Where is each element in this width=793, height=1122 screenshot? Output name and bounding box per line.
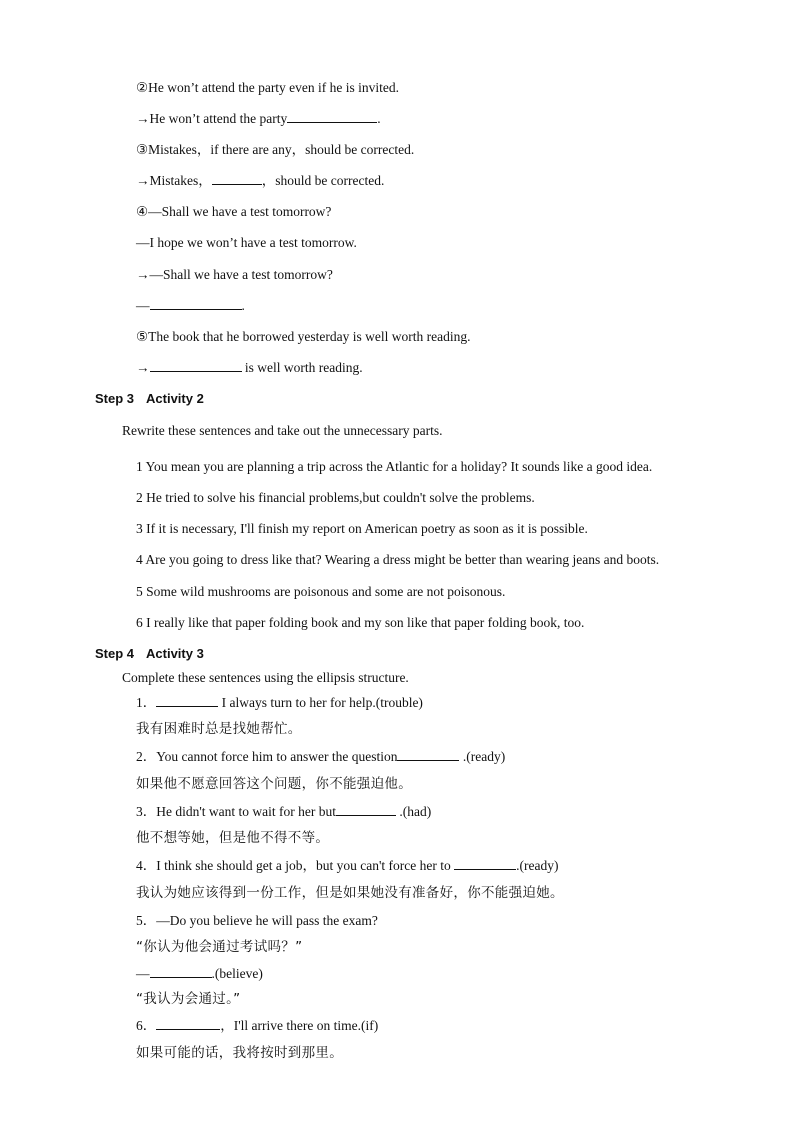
sentence-4-question: ④—Shall we have a test tomorrow? xyxy=(136,204,332,219)
question-4 xyxy=(136,857,558,875)
answer-blank[interactable] xyxy=(156,1017,220,1030)
question-4-hint: .(ready) xyxy=(516,858,559,873)
question-5-hint: .(believe) xyxy=(211,966,263,981)
answer-blank[interactable] xyxy=(156,694,218,707)
answer-blank[interactable] xyxy=(150,359,242,372)
answer-blank[interactable] xyxy=(287,110,377,123)
question-1-translation: 我有困难时总是找她帮忙。 xyxy=(136,721,302,737)
sentence-2-prefix: →He won’t attend the party xyxy=(136,111,288,126)
question-2-hint: .(ready) xyxy=(459,749,506,764)
sentence-3-suffix: ，should be corrected. xyxy=(261,173,385,188)
question-4-translation: 我认为她应该得到一份工作，但是如果她没有准备好，你不能强迫她。 xyxy=(136,885,564,901)
question-3-hint: .(had) xyxy=(396,804,432,819)
sentence-3-prefix: →Mistakes， xyxy=(136,173,212,188)
question-3-text: 3．He didn't want to wait for her but xyxy=(136,804,337,819)
question-2-text: 2．You cannot force him to answer the question xyxy=(136,749,398,764)
sentence-4-rewrite-question: →—Shall we have a test tomorrow? xyxy=(136,267,333,282)
question-6-text: ，I'll arrive there on time.(if) xyxy=(220,1018,379,1033)
question-5-dash: — xyxy=(136,966,150,981)
question-1-text: I always turn to her for help.(trouble) xyxy=(218,695,423,710)
question-1 xyxy=(136,694,423,712)
question-6-translation: 如果可能的话，我将按时到那里。 xyxy=(136,1045,343,1061)
question-5-answer-translation: “我认为会通过。” xyxy=(136,991,241,1007)
question-5-answer xyxy=(136,965,263,983)
question-2 xyxy=(136,748,505,766)
sentence-2-rewrite xyxy=(136,110,381,128)
question-1-number: 1． xyxy=(136,695,157,710)
step-3-item-1: 1 You mean you are planning a trip across the Atlantic for a holiday? It sounds like a good idea. xyxy=(136,459,653,474)
answer-blank[interactable] xyxy=(150,297,242,310)
question-3 xyxy=(136,803,431,821)
question-3-translation: 他不想等她，但是他不得不等。 xyxy=(136,830,330,846)
step-3-item-6: 6 I really like that paper folding book and my son like that paper folding book, too. xyxy=(136,615,585,630)
sentence-4-prefix: — xyxy=(136,298,150,313)
step-3-label: Step 3 xyxy=(95,391,135,406)
sentence-2-suffix: . xyxy=(377,111,381,126)
sentence-5-prefix: → xyxy=(136,360,150,375)
question-6 xyxy=(136,1017,378,1035)
question-4-text: 4．I think she should get a job，but you can't force her to xyxy=(136,858,455,873)
step-3-activity: Activity 2 xyxy=(146,391,204,406)
sentence-3-rewrite xyxy=(136,172,384,190)
sentence-5-suffix: is well worth reading. xyxy=(241,360,363,375)
sentence-4-suffix: . xyxy=(241,298,245,313)
step-3-item-3: 3 If it is necessary, I'll finish my report on American poetry as soon as it is possible. xyxy=(136,521,588,536)
step-4-heading xyxy=(95,645,204,663)
answer-blank[interactable] xyxy=(336,803,396,816)
answer-blank[interactable] xyxy=(212,172,262,185)
question-2-translation: 如果他不愿意回答这个问题，你不能强迫他。 xyxy=(136,776,412,792)
question-6-number: 6． xyxy=(136,1018,157,1033)
answer-blank[interactable] xyxy=(397,748,459,761)
step-4-instruction: Complete these sentences using the ellipsis structure. xyxy=(122,670,409,685)
step-3-instruction: Rewrite these sentences and take out the unnecessary parts. xyxy=(122,423,443,438)
sentence-3-original: ③Mistakes，if there are any，should be corrected. xyxy=(136,142,415,157)
step-4-activity: Activity 3 xyxy=(146,646,204,661)
step-3-item-2: 2 He tried to solve his financial problems,but couldn't solve the problems. xyxy=(136,490,535,505)
sentence-2-original: ②He won’t attend the party even if he is invited. xyxy=(136,80,400,95)
step-3-item-4: 4 Are you going to dress like that? Wearing a dress might be better than wearing jeans and boots. xyxy=(136,552,660,567)
question-5-translation: “你认为他会通过考试吗？” xyxy=(136,939,303,955)
step-4-label: Step 4 xyxy=(95,646,135,661)
sentence-4-rewrite-answer xyxy=(136,297,245,315)
question-5: 5．—Do you believe he will pass the exam? xyxy=(136,913,378,928)
sentence-5-rewrite xyxy=(136,359,363,377)
sentence-5-original: ⑤The book that he borrowed yesterday is well worth reading. xyxy=(136,329,471,344)
answer-blank[interactable] xyxy=(150,965,212,978)
answer-blank[interactable] xyxy=(454,857,516,870)
sentence-4-answer: —I hope we won’t have a test tomorrow. xyxy=(136,235,357,250)
step-3-heading xyxy=(95,390,204,408)
step-3-item-5: 5 Some wild mushrooms are poisonous and some are not poisonous. xyxy=(136,584,506,599)
